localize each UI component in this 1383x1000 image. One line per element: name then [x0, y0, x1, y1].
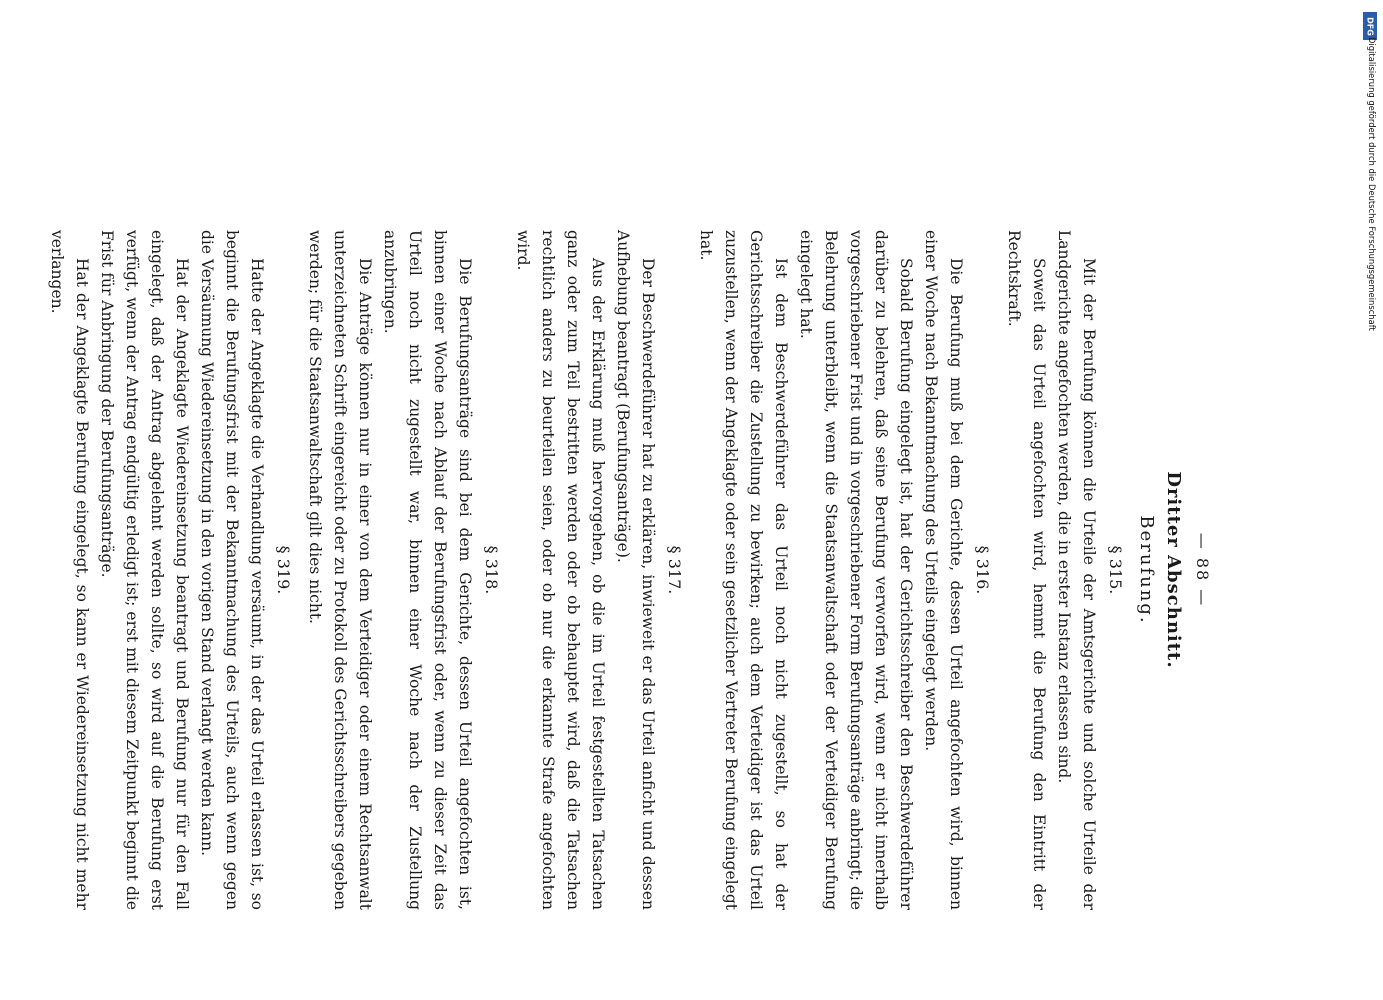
chapter-title: Berufung. — [1136, 515, 1157, 625]
paragraph-315 — [1001, 230, 1128, 910]
page-number: — 88 — — [1193, 532, 1212, 608]
paragraph-316 — [693, 230, 995, 910]
dfg-logo-text: DFG — [1365, 17, 1375, 36]
digitization-credit — [1360, 10, 1380, 995]
paragraph-text: Hat der Angeklagte Wiedereinsetzung beantragt und Berufung nur für den Fall eingelegt, daß der Antrag abgelehnt werden sollte, so wird auf die Berufung erst verfügt, wenn der Antrag endgültig erledigt ist; erst mit diesem Zeitpunkt beginnt die Frist für Anbringung der Berufungsanträge. — [98, 230, 191, 910]
credit-text: Digitalisierung gefördert durch die Deutsche Forschungsgemeinschaft — [1367, 37, 1377, 331]
paragraph-heading: § 317. — [665, 545, 684, 595]
paragraph-317 — [510, 230, 687, 910]
paragraph-318 — [302, 230, 504, 910]
paragraph-text: Die Berufungsanträge sind bei dem Gerichte, dessen Urteil angefochten ist, binnen einer Woche nach Ablauf der Berufungsfrist oder, wenn zu dieser Zeit das Urteil noch nicht zugestellt war, binnen einer Woche nach der Zustellung anzubringen. — [381, 230, 474, 910]
paragraph-text: Hatte der Angeklagte die Verhandlung versäumt, in der das Urteil erlassen ist, so beginnt die Berufungsfrist mit der Bekanntmachung des Urteils, auch wenn gegen die Versäumung Wiedereinsetzung in den vorigen Stand verlangt werden kann. — [198, 230, 266, 910]
paragraph-text: Die Berufung muß bei dem Gerichte, dessen Urteil angefochten wird, binnen einer Woche nach Bekanntmachung des Urteils eingelegt werden. — [922, 230, 965, 910]
paragraph-text: Sobald Berufung eingelegt ist, hat der Gerichtsschreiber den Beschwerdeführer darüber zu belehren, daß seine Berufung verworfen wird, wenn er nicht innerhalb vorgeschriebener Frist und in vorgeschriebener Form Berufungsanträge anbringt; die Belehrung unterbleibt, wenn die Staatsanwaltschaft oder der Verteidiger Berufung eingelegt hat. — [797, 230, 915, 910]
paragraph-text: Aus der Erklärung muß hervorgehen, ob die im Urteil festgestellten Tatsachen ganz oder zum Teil bestritten werden oder ob behauptet wird, daß die Tatsachen rechtlich anders zu beurteilen seien, oder ob nur die erkannte Strafe angefochten wird. — [514, 230, 607, 910]
paragraph-text: Die Anträge können nur in einer von dem Verteidiger oder einem Rechtsanwalt unterzeichneten Schrift eingereicht oder zu Protokoll des Gerichtsschreibers gegeben werden; für die Staatsanwaltschaft gilt dies nicht. — [306, 230, 374, 911]
paragraph-text: Mit der Berufung können die Urteile der Amtsgerichte und solche Urteile der Landgerichte angefochten werden, die in erster Instanz erlassen sind. — [1055, 230, 1098, 910]
dfg-logo — [1363, 12, 1377, 40]
paragraph-text: Soweit das Urteil angefochten wird, hemmt die Berufung den Eintritt der Rechtskraft. — [1005, 230, 1048, 910]
paragraph-heading: § 319. — [274, 545, 293, 595]
paragraph-heading: § 315. — [1106, 545, 1125, 595]
section-title: Dritter Abschnitt. — [1163, 471, 1184, 669]
book-page — [48, 30, 1255, 970]
paragraph-319 — [44, 230, 296, 910]
paragraph-text: Ist dem Beschwerdeführer das Urteil noch nicht zugestellt, so hat der Gerichtsschreiber die Zustellung zu bewirken; auch dem Verteidiger ist das Urteil zuzustellen, wenn der Angeklagte oder sein gesetzlicher Vertreter Berufung eingelegt hat. — [697, 230, 790, 910]
paragraph-heading: § 316. — [973, 545, 992, 595]
paragraph-heading: § 318. — [482, 545, 501, 595]
paragraph-text: Der Beschwerdeführer hat zu erklären, inwieweit er das Urteil anficht und dessen Aufhebung beantragt (Berufungsanträge). — [614, 230, 657, 910]
paragraph-text: Hat der Angeklagte Berufung eingelegt, so kann er Wiedereinsetzung nicht mehr verlangen. — [48, 230, 91, 910]
